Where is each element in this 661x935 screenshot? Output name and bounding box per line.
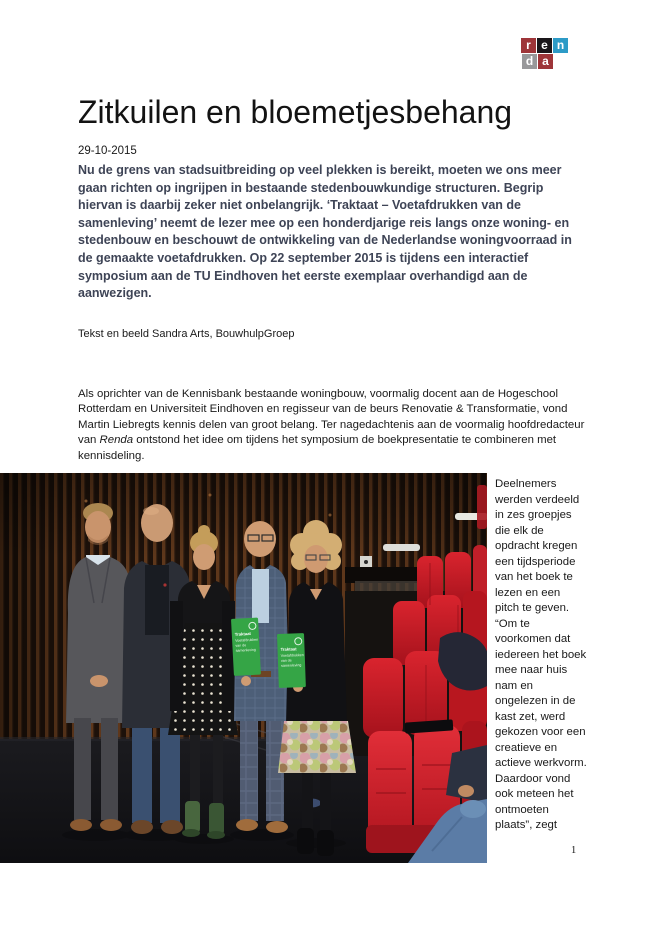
renda-logo bbox=[521, 38, 568, 70]
article-date: 29-10-2015 bbox=[78, 145, 137, 157]
green-book-1 bbox=[231, 618, 261, 676]
wall-light-speck bbox=[209, 494, 212, 497]
book-title-line: Voetafdrukken bbox=[280, 653, 304, 658]
wall-light-speck bbox=[85, 500, 88, 503]
book-title-line: Voetafdrukken bbox=[235, 637, 259, 643]
page-number: 1 bbox=[571, 845, 577, 856]
body-text-italic: Renda bbox=[99, 434, 134, 447]
book-title-line: Traktaat bbox=[234, 630, 251, 637]
logo-row-1 bbox=[521, 38, 568, 53]
green-book-2 bbox=[277, 633, 306, 688]
logo-tile-e: e bbox=[537, 38, 552, 53]
body-text-part2: ontstond het idee om tijdens het symposium de boekpresentatie te combineren met kennisdeling. bbox=[78, 434, 557, 462]
article-photo bbox=[0, 473, 487, 863]
book-title-line: samenleving bbox=[281, 663, 302, 668]
book-title-line: van de bbox=[280, 658, 292, 663]
stage-band bbox=[345, 567, 422, 583]
logo-row-2 bbox=[522, 54, 568, 69]
logo-tile-r: r bbox=[521, 38, 536, 53]
body-text-part1: Als oprichter van de Kennisbank bestaande woningbouw, voormalig docent aan de Hogeschool Rotterdam en Universiteit Eindhoven en regisseur van de beurs Renovatie & Transformatie, vond Martin Liebregts kennis delen van groot belang. Ter nagedachtenis aan de voormalig hoofdredacteur van bbox=[78, 388, 585, 447]
article-intro: Nu de grens van stadsuitbreiding op veel plekken is bereikt, moeten we ons meer gaan richten op ingrijpen in bestaande stedenbouwkundige structuren. Begrip hiervan is daarbij zeker niet onbelangrijk. ‘Traktaat – Voetafdrukken van de samenleving’ neemt de lezer mee op een honderdjarige reis langs onze woning- en stedenbouw en beschouwt de ontwikkeling van de Nederlandse woningvoorraad in de gemaakte voetafdrukken. Op 22 september 2015 is tijdens een interactief symposium aan de TU Eindhoven het eerste exemplaar overhandigd aan de aanwezigen. bbox=[78, 163, 572, 301]
logo-tile-n: n bbox=[553, 38, 568, 53]
logo-tile-d: d bbox=[522, 54, 537, 69]
wall-light-speck bbox=[329, 514, 332, 517]
page-title: Zitkuilen en bloemetjesbehang bbox=[78, 94, 513, 130]
book-title-line: van de bbox=[235, 643, 247, 648]
article-body bbox=[78, 387, 586, 464]
book-title-line: samenleving bbox=[235, 647, 256, 653]
book-title-line: Traktaat bbox=[280, 646, 297, 652]
logo-tile-a: a bbox=[538, 54, 553, 69]
photo-sidebar-text: Deelnemers werden verdeeld in zes groepjes die elk de opdracht kregen een tijdsperiode van het boek te lezen en een pitch te geven. “Om te voorkomen dat iedereen het boek mee naar huis nam en ongelezen in de kast zet, werd gekozen voor een creatieve en actieve werkvorm. Daardoor vond ook meteen het ontmoeten plaats”, zegt bbox=[495, 478, 587, 831]
article-byline: Tekst en beeld Sandra Arts, BouwhulpGroep bbox=[78, 328, 295, 340]
